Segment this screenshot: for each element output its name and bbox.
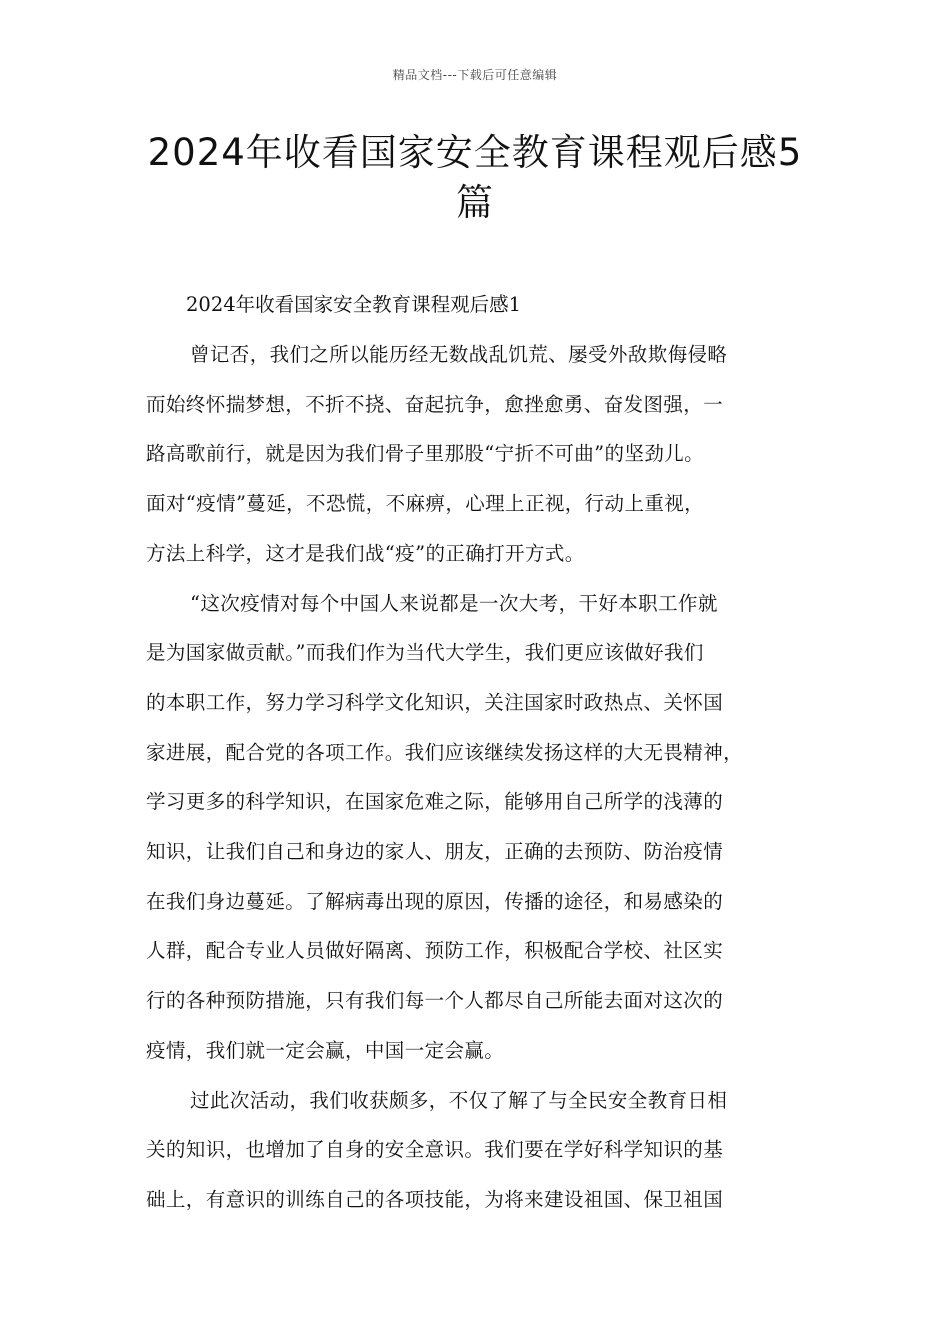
paragraph-line: 学习更多的科学知识，在国家危难之际，能够用自己所学的浅薄的 [146, 790, 724, 814]
paragraph [146, 579, 818, 1076]
paragraph-line: 在我们身边蔓延。了解病毒出现的原因，传播的途径，和易感染的 [146, 889, 724, 913]
document-body [146, 280, 818, 1225]
paragraph-list [146, 330, 818, 1225]
paragraph-line: 知识，让我们自己和身边的家人、朋友，正确的去预防、防治疫情 [146, 840, 724, 864]
title-line-1: 2024年收看国家安全教育课程观后感5 [147, 131, 803, 174]
paragraph-line: 而始终怀揣梦想，不折不挠、奋起抗争，愈挫愈勇、奋发图强，一 [146, 392, 724, 416]
paragraph-line: 面对“疫情”蔓延，不恐慌，不麻痹，心理上正视，行动上重视， [146, 492, 705, 516]
paragraph-line: 方法上科学，这才是我们战“疫”的正确打开方式。 [146, 541, 585, 565]
paragraph-line: 是为国家做贡献。”而我们作为当代大学生，我们更应该做好我们 [146, 641, 704, 665]
paragraph-line: 曾记否，我们之所以能历经无数战乱饥荒、屡受外敌欺侮侵略 [190, 343, 728, 366]
paragraph [146, 1076, 818, 1225]
paragraph-line: 疫情，我们就一定会赢，中国一定会赢。 [146, 1038, 505, 1062]
header-note: 精品文档---下载后可任意编辑 [392, 68, 558, 82]
paragraph-line: 路高歌前行，就是因为我们骨子里那股“宁折不可曲”的坚劲儿。 [146, 442, 705, 466]
section-subheading: 2024年收看国家安全教育课程观后感1 [186, 293, 522, 316]
title-line-2: 篇 [456, 181, 494, 224]
paragraph-line: “这次疫情对每个中国人来说都是一次大考，干好本职工作就 [190, 591, 718, 615]
paragraph-line: 人群，配合专业人员做好隔离、预防工作，积极配合学校、社区实 [146, 939, 724, 963]
paragraph-line: 过此次活动，我们收获颇多，不仅了解了与全民安全教育日相 [190, 1088, 728, 1112]
document-title [100, 128, 850, 228]
paragraph-line: 础上，有意识的训练自己的各项技能，为将来建设祖国、保卫祖国 [146, 1187, 724, 1211]
paragraph-line: 的本职工作，努力学习科学文化知识，关注国家时政热点、关怀国 [146, 690, 724, 714]
paragraph-line: 家进展，配合党的各项工作。我们应该继续发扬这样的大无畏精神， [146, 740, 744, 764]
paragraph [146, 330, 818, 579]
paragraph-line: 行的各种预防措施，只有我们每一个人都尽自己所能去面对这次的 [146, 989, 724, 1013]
paragraph-line: 关的知识，也增加了自身的安全意识。我们要在学好科学知识的基 [146, 1138, 724, 1162]
